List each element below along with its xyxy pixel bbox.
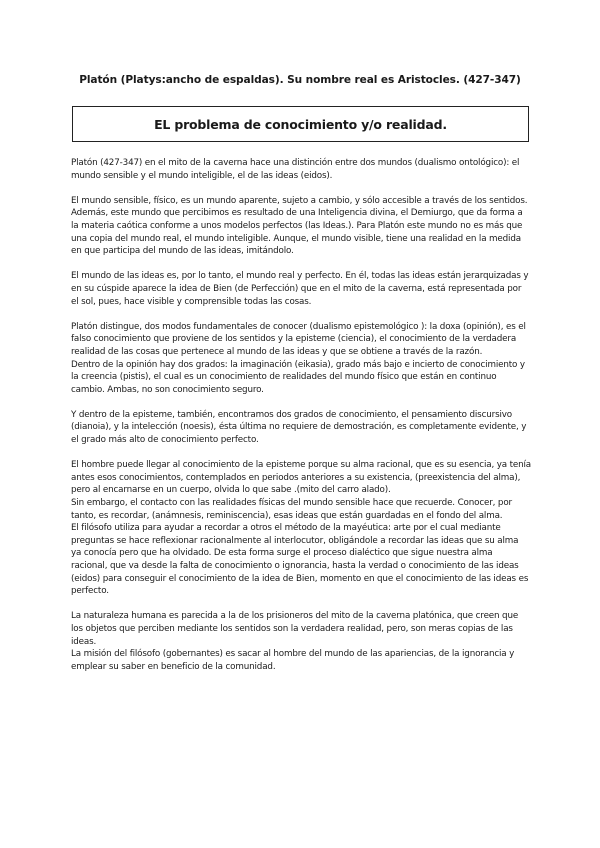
document-header: Platón (Platys:ancho de espaldas). Su nombre real es Aristocles. (427-347) (79, 74, 521, 86)
document-title: EL problema de conocimiento y/o realidad. (154, 116, 447, 132)
paragraph-mision-filosofo: La misión del filósofo (gobernantes) es sacar al hombre del mundo de las apariencias, de la ignorancia y emplear su saber en beneficio de la comunidad. (71, 649, 515, 672)
paragraph-grados-opinion: Dentro de la opinión hay dos grados: la imaginación (eikasia), grado más bajo e incierto de conocimiento y la creencia (pistis), el cual es un conocimiento de realidades del mundo físico que están en continuo cambio. Ambas, no son conocimiento seguro. (71, 359, 525, 395)
paragraph-mayeutica: El filósofo utiliza para ayudar a recordar a otros el método de la mayéutica: arte por el cual mediante preguntas se hace reflexionar racionalmente al interlocutor, obligándole a recordar las ideas que su alma ya conocía pero que ha olvidado. De esta forma surge el proceso dialéctico que sigue nuestra alma racional, que va desde la falta de conocimiento o ignorancia, hasta la verdad o conocimiento de las ideas (eidos) para conseguir el conocimiento de la idea de Bien, momento en que el conocimiento de las ideas es perfecto. (71, 523, 529, 597)
paragraph-alma-racional: El hombre puede llegar al conocimiento de la episteme porque su alma racional, que es su esencia, ya tenía antes esos conocimientos, contemplados en periodos anteriores a su existencia, (preexistencia del alma), pero al encarnarse en un cuerpo, olvida lo que sabe .(mito del carro alado). (71, 460, 531, 496)
paragraph-anamnesis: Sin embargo, el contacto con las realidades físicas del mundo sensible hace que recuerde. Conocer, por tanto, es recordar, (anámnesis, reminiscencia), esas ideas que están guardadas en el fondo del alma. (71, 498, 512, 521)
title-box (72, 106, 529, 142)
paragraph-gap (71, 258, 531, 271)
paragraph-gap (71, 447, 531, 460)
paragraph-naturaleza-humana: La naturaleza humana es parecida a la de los prisioneros del mito de la caverna platónica, que creen que los objetos que perciben mediante los sentidos son la verdadera realidad, pero, son meras copias de las ideas. (71, 611, 519, 647)
paragraph-mundo-sensible: El mundo sensible, físico, es un mundo aparente, sujeto a cambio, y sólo accesible a través de los sentidos. Además, este mundo que percibimos es resultado de una Inteligencia divina, el Demiurgo, que da forma a la materia caótica conforme a unos modelos perfectos (las Ideas.). Para Platón este mundo no es más que una copia del mundo real, el mundo inteligible. Aunque, el mundo visible, tiene una realidad en la medida en que participa del mundo de las ideas, imitándolo. (71, 195, 528, 257)
paragraph-grados-episteme: Y dentro de la episteme, también, encontramos dos grados de conocimiento, el pensamiento discursivo (dianoia), y la intelección (noesis), ésta última no requiere de demostración, es completamente evidente, y el grado más alto de conocimiento perfecto. (71, 409, 527, 446)
paragraph-modos-conocer: Platón distingue, dos modos fundamentales de conocer (dualismo epistemológico ): la doxa (opinión), es el falso conocimiento que proviene de los sentidos y la episteme (ciencia), el conocimiento de la verdadera realidad de las cosas que pertenece al mundo de las ideas y que se obtiene a través de la razón. (71, 321, 526, 357)
paragraph-gap (71, 396, 531, 409)
paragraph-gap (71, 308, 531, 321)
paragraph-gap (71, 598, 531, 611)
paragraph-dualismo: Platón (427-347) en el mito de la caverna hace una distinción entre dos mundos (dualismo ontológico): el mundo sensible y el mundo inteligible, el de las ideas (eidos). (71, 158, 520, 181)
paragraph-gap (71, 182, 531, 195)
document-body (71, 157, 531, 673)
paragraph-mundo-ideas: El mundo de las ideas es, por lo tanto, el mundo real y perfecto. En él, todas las ideas están jerarquizadas y en su cúspide aparece la idea de Bien (de Perfección) que en el mito de la caverna, está representada por el sol, pues, hace visible y comprensible todas las cosas. (71, 271, 529, 307)
